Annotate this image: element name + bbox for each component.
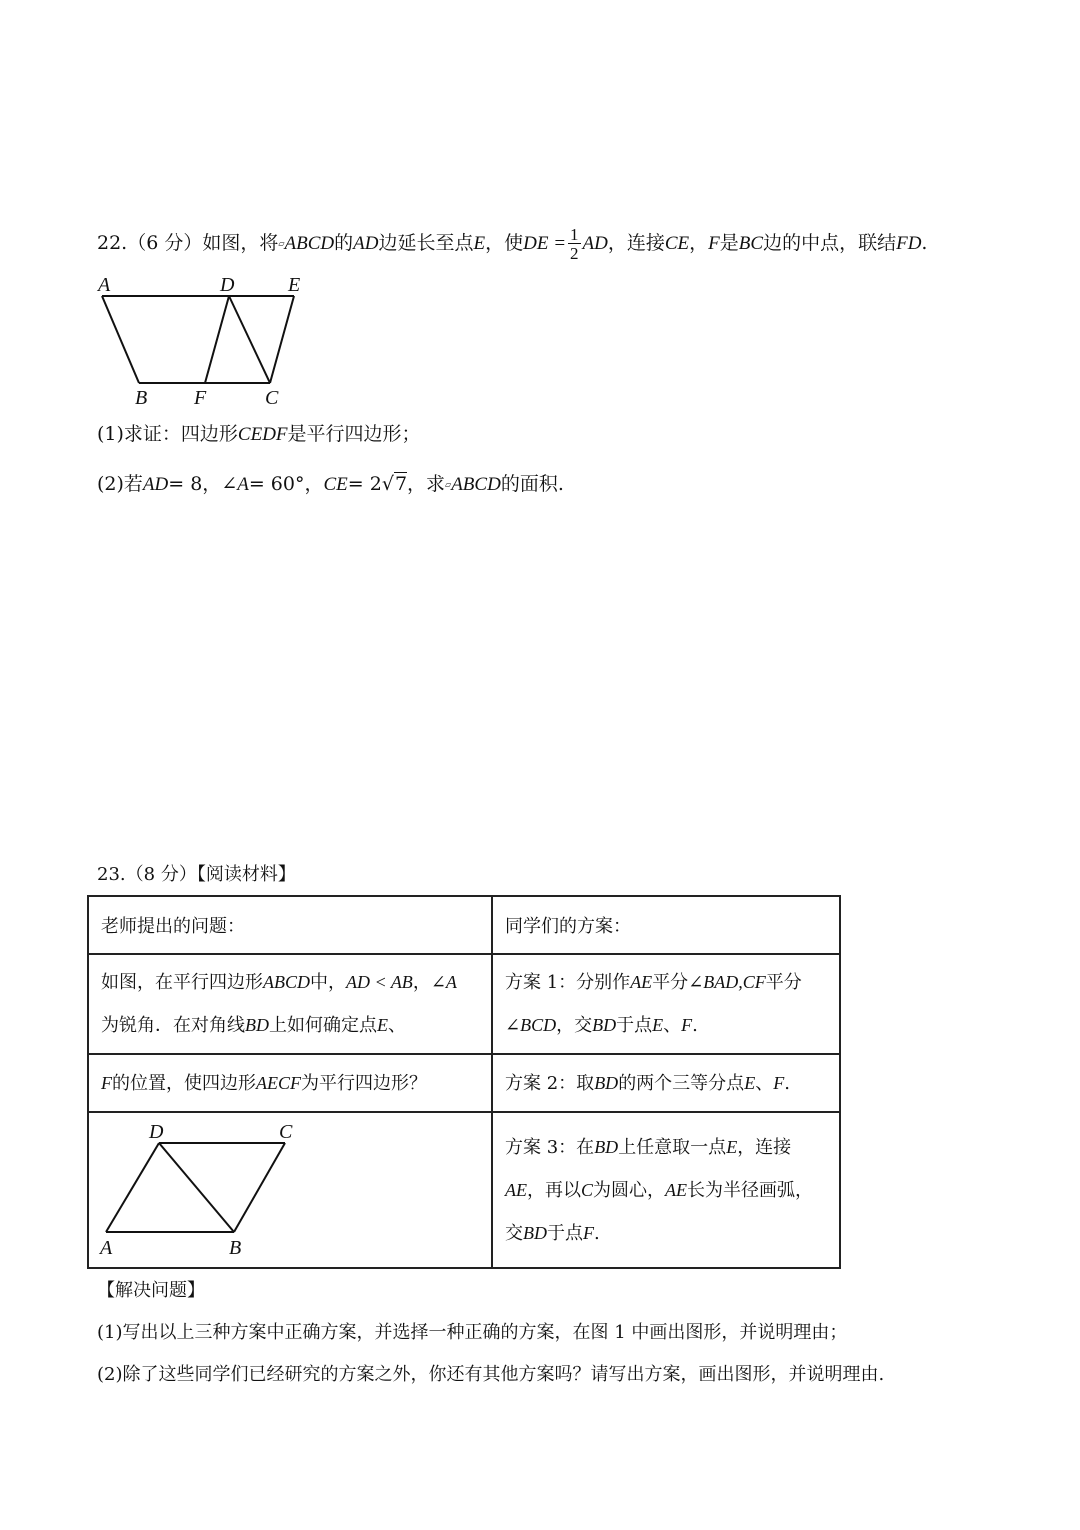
line-ad <box>106 1143 159 1232</box>
q22-part2-text: ，求 <box>407 473 446 495</box>
label-f: F <box>194 387 207 409</box>
q22-part2-ce: CE <box>323 474 348 495</box>
plan-text: 平分 <box>765 972 802 993</box>
problem-text: 如图，在平行四边形 <box>101 972 263 993</box>
label-d: D <box>149 1121 164 1143</box>
parallelogram-symbol: ▱ <box>278 239 285 248</box>
q22-part2-ad: AD <box>142 474 169 495</box>
plan-c: C <box>581 1180 594 1200</box>
plan-text: . <box>594 1223 600 1244</box>
q22-part1-text: 是平行四边形； <box>287 423 421 445</box>
problem-text: 为平行四边形？ <box>301 1072 427 1094</box>
plan-f: F <box>583 1223 594 1243</box>
q22-part2: (2)若AD= 8，∠A= 60°，CE= 2√7，求▱ABCD的面积. <box>97 473 564 495</box>
solve-part1: (1)写出以上三种方案中正确方案，并选择一种正确的方案，在图 1 中画出图形，并说明理由； <box>97 1322 848 1343</box>
problem-f: F <box>101 1072 112 1093</box>
plan-e: E <box>744 1072 756 1093</box>
plan-text: 上任意取一点 <box>618 1137 727 1158</box>
fraction-numerator: 1 <box>570 225 579 244</box>
label-c: C <box>279 1121 293 1143</box>
label-b: B <box>229 1237 242 1259</box>
line-db-diagonal <box>159 1143 234 1232</box>
q22-f: F <box>708 233 720 254</box>
plan-text: 于点 <box>616 1015 653 1036</box>
q22-ce: CE <box>664 233 690 254</box>
plan2-line <box>505 1062 827 1105</box>
solve-heading: 【解决问题】 <box>97 1280 205 1301</box>
problem-line-2 <box>101 1004 479 1047</box>
problem-cell-2 <box>88 1054 492 1112</box>
plan-ae: AE <box>630 972 653 992</box>
q22-stem-text: 是 <box>719 232 739 254</box>
q22-part2-text: = 8， <box>168 473 222 495</box>
label-a: A <box>98 274 111 296</box>
q22-stem <box>97 226 927 262</box>
q22-part2-text: = 2 <box>347 473 382 495</box>
q22-fraction <box>568 226 581 262</box>
figure-cell <box>88 1112 492 1268</box>
q22-stem-text: . <box>921 232 928 254</box>
q22-bc: BC <box>738 233 764 254</box>
parallelogram-symbol: ▱ <box>445 480 452 489</box>
problem-text: 为锐角．在对角线 <box>101 1015 245 1036</box>
label-b: B <box>135 387 148 409</box>
q22-part2-angle: ∠A <box>221 474 249 495</box>
problem-angle: ∠A <box>430 972 457 992</box>
plan-text: 方案 2：取 <box>505 1072 595 1094</box>
table-row <box>88 1054 840 1112</box>
plan-text: 方案 1：分别作 <box>505 972 631 993</box>
q23-heading <box>97 862 296 888</box>
q23-points: （8 分） <box>125 864 197 885</box>
fraction-denominator: 2 <box>570 244 579 263</box>
plan-bd: BD <box>594 1137 619 1157</box>
q22-stem-text: 如图，将 <box>202 232 279 254</box>
plan-text: 于点 <box>547 1223 583 1244</box>
plan1-line-2 <box>505 1004 827 1047</box>
label-e: E <box>288 274 301 296</box>
q22-part2-sqrt: 7 <box>394 473 408 495</box>
plan-text: 为圆心， <box>593 1180 666 1201</box>
plan-text: 的两个三等分点 <box>618 1072 745 1094</box>
plan-e: E <box>652 1015 664 1035</box>
problem-text: 的位置，使四边形 <box>112 1072 256 1094</box>
q22-stem-text: 边延长至点 <box>378 232 474 254</box>
plan-text: ，交 <box>556 1015 593 1036</box>
problem-e: E <box>377 1015 388 1035</box>
q22-abcd: ABCD <box>284 233 335 254</box>
problem-inequality: AD < AB <box>346 972 413 992</box>
line-cb <box>234 1143 285 1232</box>
plan3-line-3 <box>505 1212 827 1255</box>
problem-text: 、 <box>388 1015 406 1036</box>
table-header-row <box>88 896 840 954</box>
q23-heading-text: 【阅读材料】 <box>196 864 296 885</box>
problem-text: 中， <box>310 972 346 993</box>
problem-cell-1 <box>88 954 492 1054</box>
plan-text: 、 <box>663 1015 682 1036</box>
plan-text: 方案 3：在 <box>505 1137 595 1158</box>
col2-header: 同学们的方案： <box>492 896 840 954</box>
problem-text: ， <box>412 972 431 993</box>
problem-bd: BD <box>245 1015 269 1035</box>
q22-part2-abcd: ABCD <box>451 474 501 495</box>
q22-stem-text: ，使 <box>485 232 524 254</box>
label-c: C <box>265 387 279 409</box>
plan-bd: BD <box>594 1072 619 1093</box>
q22-e: E <box>473 233 486 254</box>
q22-stem-text: ， <box>689 232 709 254</box>
problem-aecf: AECF <box>256 1072 301 1093</box>
plan-e: E <box>726 1137 738 1157</box>
plan3-cell <box>492 1112 840 1268</box>
q22-cedf: CEDF <box>237 424 288 445</box>
line-ec <box>270 296 294 383</box>
plan-ae: AE <box>505 1180 527 1200</box>
plan-bd: BD <box>523 1223 547 1243</box>
q22-number: 22. <box>97 232 128 254</box>
q22-fd: FD <box>896 233 922 254</box>
q23-table <box>87 895 841 1269</box>
q22-de-eq: DE = <box>523 233 567 254</box>
q22-part1 <box>97 420 421 449</box>
plan3-line-2 <box>505 1169 827 1212</box>
problem-abcd: ABCD <box>263 972 310 992</box>
plan1-cell <box>492 954 840 1054</box>
table-row <box>88 1112 840 1268</box>
problem-text: 上如何确定点 <box>269 1015 377 1036</box>
plan-text: 平分 <box>652 972 689 993</box>
label-a: A <box>100 1237 113 1259</box>
q22-part2-text: 的面积. <box>500 473 564 495</box>
q22-stem-text: ，连接 <box>607 232 665 254</box>
line-ab <box>102 296 139 383</box>
plan-ae: AE <box>665 1180 688 1200</box>
problem-line-1 <box>101 961 479 1004</box>
line-df <box>205 296 229 383</box>
plan3-line-1 <box>505 1126 827 1169</box>
plan-text: . <box>692 1015 698 1036</box>
table-row <box>88 954 840 1054</box>
solve-part2: (2)除了这些同学们已经研究的方案之外，你还有其他方案吗？请写出方案，画出图形，并说明理由. <box>97 1364 885 1385</box>
q22-stem-text: 边的中点，联结 <box>763 232 897 254</box>
line-dc <box>229 296 270 383</box>
q22-part1-text: (1)求证：四边形 <box>97 423 238 445</box>
plan-text: 长为半径画弧， <box>687 1180 814 1201</box>
plan-f: F <box>773 1072 785 1093</box>
plan-text: ，连接 <box>737 1137 792 1158</box>
plan-bd: BD <box>592 1015 617 1035</box>
plan-text: ，再以 <box>527 1180 581 1201</box>
plan-text: . <box>784 1072 790 1094</box>
col1-header: 老师提出的问题： <box>88 896 492 954</box>
q23-number: 23. <box>97 864 126 885</box>
plan2-cell <box>492 1054 840 1112</box>
plan-angle-bad: ∠BAD,CF <box>688 972 766 992</box>
q22-ad: AD <box>353 233 379 254</box>
q22-part2-text: = 60°， <box>248 473 324 495</box>
q22-points: （6 分） <box>127 232 203 254</box>
plan-text: 、 <box>755 1072 774 1094</box>
plan1-line-1 <box>505 961 827 1004</box>
plan-angle-bcd: ∠BCD <box>505 1015 557 1035</box>
label-d: D <box>220 274 235 296</box>
q22-figure <box>90 270 320 410</box>
q23-figure <box>89 1113 319 1267</box>
problem-line-3 <box>101 1062 479 1105</box>
plan-text: 交 <box>505 1223 523 1244</box>
q22-ad: AD <box>582 233 608 254</box>
q22-part2-text: (2)若 <box>97 473 143 495</box>
q22-stem-text: 的 <box>334 232 354 254</box>
plan-f: F <box>681 1015 693 1035</box>
